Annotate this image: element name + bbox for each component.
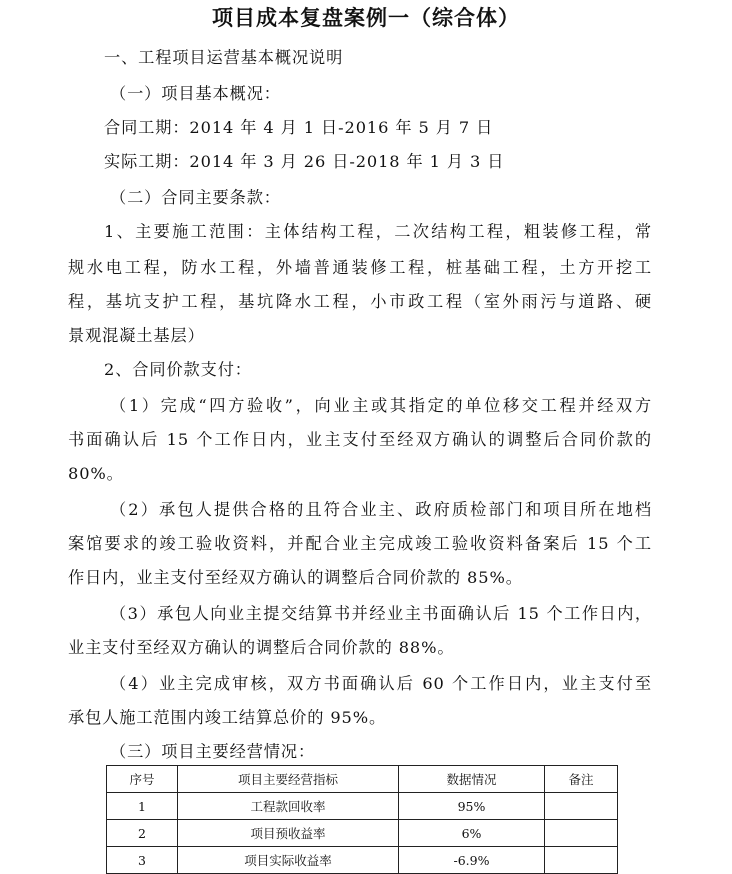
column-header: 备注 bbox=[545, 766, 618, 793]
column-header: 项目主要经营指标 bbox=[178, 766, 399, 793]
subsection-heading-terms: （二）合同主要条款： bbox=[110, 188, 281, 207]
table-cell: 2 bbox=[107, 820, 178, 847]
payment-term-line: （4）业主完成审核，双方书面确认后 60 个工作日内，业主支付至 bbox=[110, 674, 652, 693]
document-title: 项目成本复盘案例一（综合体） bbox=[212, 6, 520, 30]
payment-heading: 2、合同价款支付： bbox=[104, 360, 252, 379]
table-row bbox=[107, 820, 618, 847]
payment-term-line: 业主支付至经双方确认的调整后合同价款的 88%。 bbox=[68, 638, 455, 657]
payment-term-line: 案馆要求的竣工验收资料，并配合业主完成竣工验收资料备案后 15 个工 bbox=[68, 534, 652, 553]
scope-line: 1、主要施工范围：主体结构工程，二次结构工程，粗装修工程，常 bbox=[104, 222, 652, 241]
table-header-row bbox=[107, 766, 618, 793]
payment-term-line: 80%。 bbox=[68, 464, 124, 483]
table-row bbox=[107, 793, 618, 820]
payment-term-line: （2）承包人提供合格的且符合业主、政府质检部门和项目所在地档 bbox=[110, 500, 652, 519]
table-cell bbox=[545, 793, 618, 820]
contract-period: 合同工期：2014 年 4 月 1 日-2016 年 5 月 7 日 bbox=[104, 118, 494, 137]
scope-line: 规水电工程，防水工程，外墙普通装修工程，桩基础工程，土方开挖工 bbox=[68, 258, 652, 277]
actual-period: 实际工期：2014 年 3 月 26 日-2018 年 1 月 3 日 bbox=[104, 152, 505, 171]
column-header: 数据情况 bbox=[399, 766, 545, 793]
payment-term-line: （1）完成“四方验收”，向业主或其指定的单位移交工程并经双方 bbox=[110, 396, 652, 415]
operations-table bbox=[106, 765, 618, 874]
table-cell bbox=[545, 847, 618, 874]
table-cell: 6% bbox=[399, 820, 545, 847]
scope-line: 景观混凝土基层） bbox=[68, 326, 205, 345]
subsection-heading-overview: （一）项目基本概况： bbox=[110, 84, 281, 103]
table-row bbox=[107, 847, 618, 874]
payment-term-line: （3）承包人向业主提交结算书并经业主书面确认后 15 个工作日内， bbox=[110, 604, 652, 623]
payment-term-line: 作日内，业主支付至经双方确认的调整后合同价款的 85%。 bbox=[68, 568, 523, 587]
payment-term-line: 承包人施工范围内竣工结算总价的 95%。 bbox=[68, 708, 387, 727]
subsection-heading-operations: （三）项目主要经营情况： bbox=[110, 742, 316, 761]
scope-line: 程，基坑支护工程，基坑降水工程，小市政工程（室外雨污与道路、硬 bbox=[68, 292, 652, 311]
table-cell: 项目预收益率 bbox=[178, 820, 399, 847]
column-header: 序号 bbox=[107, 766, 178, 793]
table-cell bbox=[545, 820, 618, 847]
table-cell: 工程款回收率 bbox=[178, 793, 399, 820]
table-cell: 1 bbox=[107, 793, 178, 820]
table-cell: 3 bbox=[107, 847, 178, 874]
table-cell: -6.9% bbox=[399, 847, 545, 874]
table-cell: 项目实际收益率 bbox=[178, 847, 399, 874]
table-cell: 95% bbox=[399, 793, 545, 820]
section-heading: 一、工程项目运营基本概况说明 bbox=[104, 48, 344, 67]
payment-term-line: 书面确认后 15 个工作日内，业主支付至经双方确认的调整后合同价款的 bbox=[68, 430, 652, 449]
